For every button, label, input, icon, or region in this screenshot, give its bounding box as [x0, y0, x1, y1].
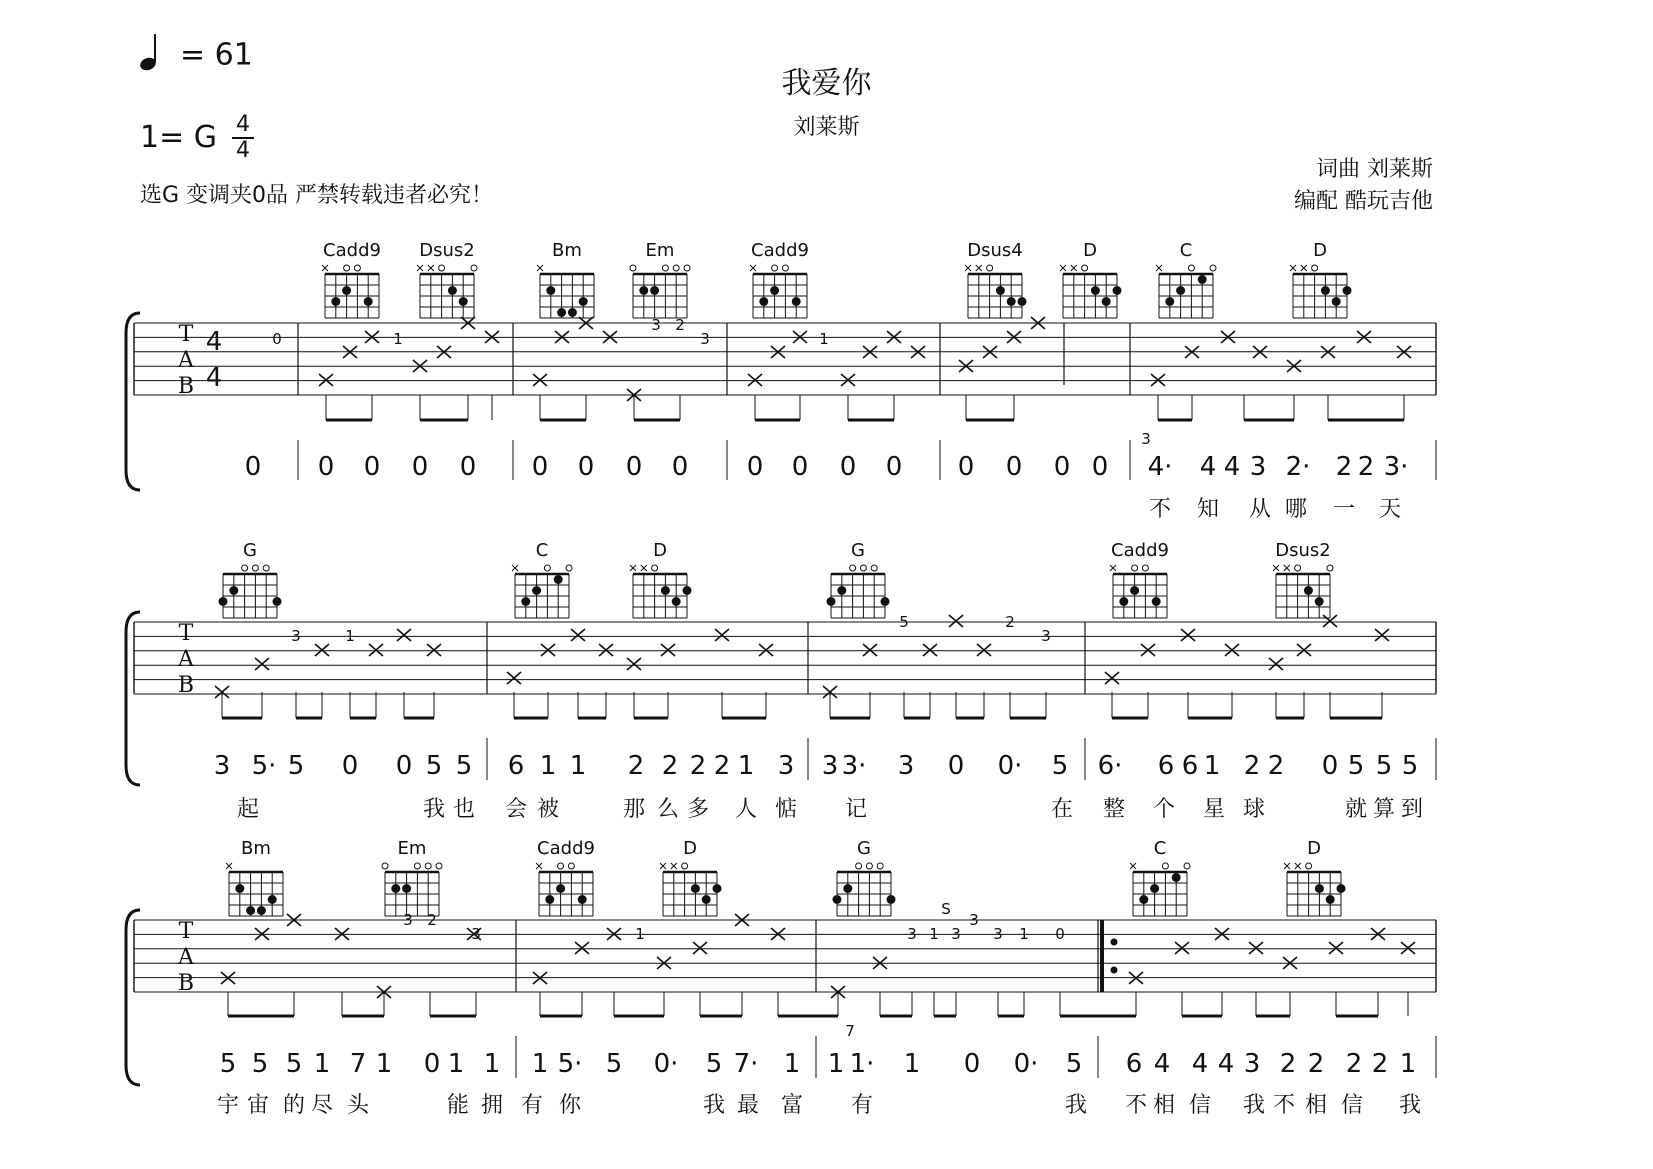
- fret-number: 2: [675, 316, 685, 334]
- jianpu-note: 5: [251, 1049, 269, 1079]
- chord-name: C: [1153, 838, 1167, 859]
- jianpu-note: 0: [363, 452, 381, 482]
- fret-number: 3: [471, 925, 481, 943]
- jianpu-note: 4: [1223, 452, 1241, 482]
- chord-name: Cadd9: [751, 240, 809, 261]
- jianpu-note: 0: [947, 751, 965, 781]
- jianpu-note: 5·: [557, 1049, 583, 1079]
- chord-name: Em: [645, 240, 675, 261]
- lyric-char: 起: [236, 797, 260, 822]
- jianpu-note: 1: [569, 751, 587, 781]
- tab-x-mark: [863, 644, 877, 656]
- jianpu-note: 4·: [1147, 452, 1173, 482]
- lyric-char: 信: [1340, 1093, 1364, 1118]
- chord-diagram: [1290, 265, 1352, 318]
- lyric-char: 能: [446, 1093, 470, 1118]
- tab-x-mark: [427, 644, 441, 656]
- jianpu-note: 2: [1279, 1049, 1297, 1079]
- chord-name: D: [1083, 240, 1097, 261]
- lyric-char: 到: [1400, 797, 1424, 822]
- tab-x-mark: [397, 629, 411, 641]
- tab-x-mark: [315, 644, 329, 656]
- tab-x-mark: [369, 644, 383, 656]
- tab-clef-t: T: [178, 621, 194, 646]
- tab-x-mark: [759, 644, 773, 656]
- lyric-char: 被: [536, 797, 560, 822]
- lyric-char: 哪: [1284, 497, 1308, 522]
- credit-arrange: 编配 酷玩吉他: [1294, 189, 1433, 214]
- lyric-char: 尽: [310, 1093, 334, 1118]
- chord-name: G: [857, 838, 871, 859]
- jianpu-note: 2: [1357, 452, 1375, 482]
- jianpu-note: 2: [689, 751, 707, 781]
- tab-clef-t: T: [178, 919, 194, 944]
- tuplet-number: 3: [1141, 430, 1151, 448]
- jianpu-note: 3: [213, 751, 231, 781]
- jianpu-note: 0·: [653, 1049, 679, 1079]
- jianpu-note: 0: [395, 751, 413, 781]
- song-title: 我爱你: [781, 66, 872, 101]
- tab-x-mark: [1151, 374, 1165, 386]
- jianpu-note: 1: [1399, 1049, 1417, 1079]
- jianpu-note: 0: [317, 452, 335, 482]
- tempo-value: = 61: [180, 37, 253, 73]
- lyric-char: 我: [1398, 1093, 1422, 1118]
- jianpu-note: 0: [625, 452, 643, 482]
- jianpu-note: 3: [821, 751, 839, 781]
- chord-diagram: [630, 565, 692, 618]
- chord-name: Cadd9: [537, 838, 595, 859]
- lyric-char: 的: [282, 1093, 306, 1118]
- lyric-char: 人: [734, 797, 758, 822]
- fret-number: 1: [393, 330, 403, 348]
- jianpu-note: 0: [839, 452, 857, 482]
- fret-number: 2: [427, 911, 437, 929]
- fret-number: 3: [700, 330, 710, 348]
- system-brace: [126, 612, 140, 785]
- jianpu-note: 5·: [251, 751, 277, 781]
- tab-time-top: 4: [205, 327, 223, 357]
- lyric-char: 个: [1152, 797, 1176, 822]
- lyric-char: 宇: [216, 1093, 240, 1118]
- lyric-char: 惦: [774, 797, 798, 822]
- jianpu-note: 1: [539, 751, 557, 781]
- tab-x-mark: [533, 374, 547, 386]
- tab-x-mark: [949, 615, 963, 627]
- jianpu-note: 2: [1335, 452, 1353, 482]
- chord-diagram: [1156, 265, 1216, 318]
- jianpu-note: 1: [1203, 751, 1221, 781]
- chord-diagram: [512, 565, 572, 618]
- jianpu-note: 0: [1091, 452, 1109, 482]
- jianpu-note: 0: [885, 452, 903, 482]
- chord-diagram: [417, 265, 477, 318]
- tab-clef-a: A: [178, 647, 194, 672]
- chord-diagram: [322, 265, 379, 318]
- tab-clef-a: A: [178, 945, 194, 970]
- chord-diagram: [660, 863, 722, 916]
- tab-x-mark: [661, 644, 675, 656]
- chord-name: Dsus2: [1275, 540, 1331, 561]
- lyric-char: 富: [780, 1093, 804, 1118]
- jianpu-note: 2: [1267, 751, 1285, 781]
- fret-number: 1: [929, 925, 939, 943]
- tab-x-mark: [627, 658, 641, 670]
- jianpu-note: 1: [531, 1049, 549, 1079]
- jianpu-note: 1: [903, 1049, 921, 1079]
- jianpu-note: 2·: [1285, 452, 1311, 482]
- jianpu-note: 3: [1243, 1049, 1261, 1079]
- jianpu-note: 2: [1345, 1049, 1363, 1079]
- lyric-char: 整: [1102, 797, 1126, 822]
- fret-number: 1: [345, 627, 355, 645]
- jianpu-note: 0: [577, 452, 595, 482]
- jianpu-note: 5: [287, 751, 305, 781]
- jianpu-note: 6: [1157, 751, 1175, 781]
- jianpu-note: 0·: [997, 751, 1023, 781]
- tab-clef-b: B: [177, 374, 195, 399]
- jianpu-note: 0: [957, 452, 975, 482]
- lyric-char: 不: [1124, 1093, 1148, 1118]
- tab-x-mark: [1175, 942, 1189, 954]
- chord-name: Dsus4: [967, 240, 1023, 261]
- lyric-char: 星: [1202, 797, 1226, 822]
- tab-x-mark: [1181, 629, 1195, 641]
- jianpu-note: 1: [483, 1049, 501, 1079]
- chord-name: D: [1313, 240, 1327, 261]
- jianpu-note: 3: [777, 751, 795, 781]
- jianpu-note: 2: [661, 751, 679, 781]
- tab-x-mark: [715, 629, 729, 641]
- tab-x-mark: [1297, 644, 1311, 656]
- lyric-char: 记: [844, 797, 868, 822]
- lyric-char: 不: [1272, 1093, 1296, 1118]
- jianpu-note: 5: [1375, 751, 1393, 781]
- jianpu-note: 5: [1051, 751, 1069, 781]
- lyric-char: 球: [1242, 797, 1266, 822]
- jianpu-note: 0: [411, 452, 429, 482]
- chord-diagram: [1273, 565, 1333, 618]
- fret-number: 3: [1041, 627, 1051, 645]
- credit-lyrics: 词曲 刘莱斯: [1316, 157, 1433, 182]
- tab-x-mark: [1225, 644, 1239, 656]
- lyric-char: 在: [1050, 797, 1074, 822]
- song-artist: 刘莱斯: [793, 115, 860, 140]
- tab-x-mark: [1249, 942, 1263, 954]
- tab-x-mark: [841, 374, 855, 386]
- tab-x-mark: [571, 629, 585, 641]
- chord-name: G: [851, 540, 865, 561]
- chord-diagram: [827, 565, 890, 618]
- jianpu-note: 3: [1249, 452, 1267, 482]
- jianpu-note: 1·: [849, 1049, 875, 1079]
- slide-mark: S: [941, 900, 951, 918]
- jianpu-note: 0: [244, 452, 262, 482]
- lyric-char: 我: [1064, 1093, 1088, 1118]
- lyric-char: 那: [622, 797, 646, 822]
- jianpu-note: 5: [1401, 751, 1419, 781]
- fret-number: 0: [272, 330, 282, 348]
- lyric-char: 一: [1332, 497, 1356, 522]
- fret-number: 0: [1055, 925, 1065, 943]
- tab-x-mark: [977, 644, 991, 656]
- chord-diagram: [226, 863, 283, 916]
- lyric-char: 天: [1378, 497, 1402, 522]
- jianpu-note: 5: [605, 1049, 623, 1079]
- tab-x-mark: [319, 374, 333, 386]
- fret-number: 5: [899, 613, 909, 631]
- lyric-char: 信: [1188, 1093, 1212, 1118]
- jianpu-note: 0: [1005, 452, 1023, 482]
- tab-x-mark: [1269, 658, 1283, 670]
- chord-name: D: [1307, 838, 1321, 859]
- chord-name: Dsus2: [419, 240, 475, 261]
- jianpu-note: 3·: [1383, 452, 1409, 482]
- jianpu-note: 5: [219, 1049, 237, 1079]
- lyric-char: 么: [656, 797, 680, 822]
- tab-clef-a: A: [178, 348, 194, 373]
- chord-diagram: [1110, 565, 1167, 618]
- system-brace: [126, 910, 140, 1085]
- lyric-char: 最: [736, 1093, 760, 1118]
- lyric-char: 相: [1152, 1093, 1176, 1118]
- fret-number: 3: [651, 316, 661, 334]
- jianpu-note: 6: [1125, 1049, 1143, 1079]
- lyric-char: 从: [1248, 497, 1272, 522]
- lyric-char: 知: [1196, 497, 1220, 522]
- chord-name: Cadd9: [323, 240, 381, 261]
- chord-diagram: [1284, 863, 1346, 916]
- chord-diagram: [965, 265, 1027, 318]
- chord-diagram: [1060, 265, 1122, 318]
- tab-x-mark: [1329, 942, 1343, 954]
- jianpu-note: 4: [1153, 1049, 1171, 1079]
- chord-name: Em: [397, 838, 427, 859]
- repeat-dot: [1111, 939, 1118, 946]
- key-signature: 1= G: [140, 120, 218, 155]
- chord-diagram: [750, 265, 807, 318]
- lyric-char: 我: [1242, 1093, 1266, 1118]
- jianpu-note: 3·: [841, 751, 867, 781]
- fret-number: 1: [635, 925, 645, 943]
- lyric-char: 有: [850, 1093, 874, 1118]
- tab-clef-b: B: [177, 971, 195, 996]
- fret-number: 1: [1019, 925, 1029, 943]
- chord-name: C: [1179, 240, 1193, 261]
- jianpu-note: 5: [1065, 1049, 1083, 1079]
- lyric-char: 拥: [480, 1093, 504, 1118]
- fret-number: 3: [907, 925, 917, 943]
- jianpu-note: 0: [531, 452, 549, 482]
- jianpu-note: 5: [425, 751, 443, 781]
- chord-name: D: [683, 838, 697, 859]
- jianpu-note: 1: [447, 1049, 465, 1079]
- jianpu-note: 2: [1243, 751, 1261, 781]
- jianpu-note: 0: [1321, 751, 1339, 781]
- chord-name: C: [535, 540, 549, 561]
- chord-diagram: [833, 863, 896, 916]
- jianpu-note: 1: [827, 1049, 845, 1079]
- jianpu-note: 5: [705, 1049, 723, 1079]
- chord-diagram: [630, 265, 690, 318]
- jianpu-note: 5: [1347, 751, 1365, 781]
- chord-name: D: [653, 540, 667, 561]
- lyric-char: 算: [1372, 797, 1396, 822]
- time-sig-bottom: 4: [236, 138, 250, 163]
- lyric-char: 相: [1304, 1093, 1328, 1118]
- chord-diagram: [219, 565, 282, 618]
- repeat-dot: [1111, 967, 1118, 974]
- jianpu-note: 7: [349, 1049, 367, 1079]
- jianpu-note: 0·: [1013, 1049, 1039, 1079]
- fret-number: 3: [403, 911, 413, 929]
- fret-number: 2: [1005, 613, 1015, 631]
- lyric-char: 头: [346, 1093, 370, 1118]
- jianpu-note: 0: [341, 751, 359, 781]
- jianpu-note: 6: [507, 751, 525, 781]
- jianpu-note: 0: [671, 452, 689, 482]
- chord-diagram: [382, 863, 442, 916]
- tab-x-mark: [599, 644, 613, 656]
- jianpu-note: 6: [1181, 751, 1199, 781]
- tab-x-mark: [748, 374, 762, 386]
- jianpu-note: 1: [313, 1049, 331, 1079]
- tab-x-mark: [923, 644, 937, 656]
- jianpu-note: 3: [897, 751, 915, 781]
- jianpu-note: 0: [423, 1049, 441, 1079]
- lyric-char: 我: [702, 1093, 726, 1118]
- jianpu-note: 1: [375, 1049, 393, 1079]
- tab-x-mark: [575, 942, 589, 954]
- lyric-char: 我: [422, 797, 446, 822]
- lyric-char: 你: [558, 1093, 582, 1118]
- chord-name: Bm: [552, 240, 582, 261]
- fret-number: 3: [291, 627, 301, 645]
- tab-x-mark: [507, 672, 521, 684]
- tab-time-bottom: 4: [205, 363, 223, 393]
- jianpu-note: 2: [627, 751, 645, 781]
- jianpu-note: 5: [285, 1049, 303, 1079]
- jianpu-note: 2: [713, 751, 731, 781]
- lyric-char: 宙: [246, 1093, 270, 1118]
- system-brace: [126, 313, 140, 490]
- jianpu-note: 4: [1199, 452, 1217, 482]
- chord-diagram: [537, 265, 594, 318]
- lyric-char: 有: [520, 1093, 544, 1118]
- lyric-char: 也: [452, 797, 476, 822]
- tab-clef-b: B: [177, 673, 195, 698]
- lyric-char: 不: [1148, 497, 1172, 522]
- tab-x-mark: [693, 942, 707, 954]
- jianpu-note: 0: [746, 452, 764, 482]
- jianpu-note: 5: [455, 751, 473, 781]
- tab-x-mark: [255, 658, 269, 670]
- grace-note: 7: [845, 1022, 855, 1040]
- jianpu-note: 4: [1217, 1049, 1235, 1079]
- fret-number: 3: [969, 911, 979, 929]
- fret-number: 3: [951, 925, 961, 943]
- jianpu-note: 7·: [733, 1049, 759, 1079]
- jianpu-note: 6·: [1097, 751, 1123, 781]
- lyric-char: 就: [1344, 797, 1368, 822]
- fret-number: 1: [819, 330, 829, 348]
- jianpu-note: 4: [1191, 1049, 1209, 1079]
- chord-name: Bm: [241, 838, 271, 859]
- jianpu-note: 2: [1307, 1049, 1325, 1079]
- chord-diagram: [1130, 863, 1190, 916]
- jianpu-note: 0: [963, 1049, 981, 1079]
- fret-number: 3: [993, 925, 1003, 943]
- capo-note: 选G 变调夹0品 严禁转载违者必究！: [140, 183, 494, 208]
- tab-x-mark: [541, 644, 555, 656]
- chord-name: Cadd9: [1111, 540, 1169, 561]
- lyric-char: 多: [686, 797, 710, 822]
- tab-x-mark: [1105, 672, 1119, 684]
- time-sig-top: 4: [236, 112, 250, 137]
- tab-x-mark: [1375, 629, 1389, 641]
- jianpu-note: 1: [737, 751, 755, 781]
- jianpu-note: 0: [1053, 452, 1071, 482]
- tab-clef-t: T: [178, 322, 194, 347]
- lyric-char: 会: [504, 797, 528, 822]
- jianpu-note: 2: [1371, 1049, 1389, 1079]
- tab-x-mark: [1401, 942, 1415, 954]
- jianpu-note: 1: [783, 1049, 801, 1079]
- jianpu-note: 0: [791, 452, 809, 482]
- jianpu-note: 0: [459, 452, 477, 482]
- chord-diagram: [536, 863, 593, 916]
- chord-name: G: [243, 540, 257, 561]
- tab-x-mark: [1141, 644, 1155, 656]
